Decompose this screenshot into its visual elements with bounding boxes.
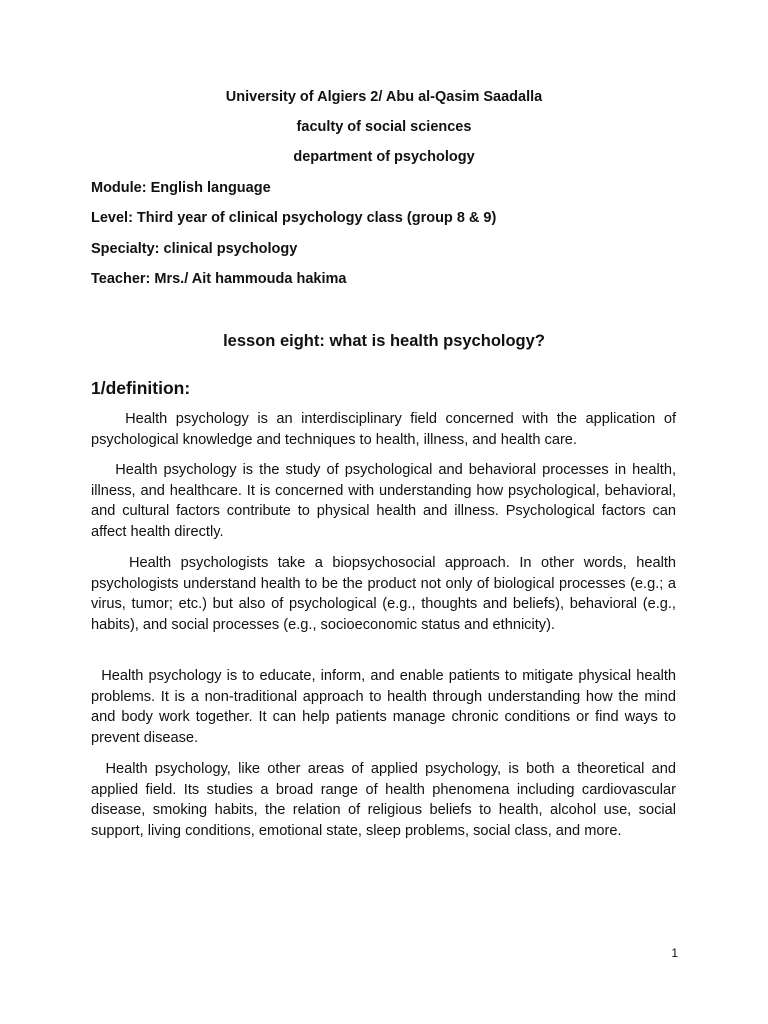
module-line: Module: English language [91, 180, 271, 196]
paragraph-1: Health psychology is an interdisciplinary field concerned with the application of psychological knowledge and techniques to health, illness, and health care. [91, 411, 676, 448]
lesson-title: lesson eight: what is health psychology? [223, 332, 545, 350]
teacher-line: Teacher: Mrs./ Ait hammouda hakima [91, 271, 347, 287]
paragraph-5: Health psychology, like other areas of applied psychology, is both a theoretical and applied field. Its studies a broad range of health phenomena including cardiovascular disease, smoking habits, the relation of religious beliefs to health, alcohol use, social support, living conditions, emotional state, sleep problems, social class, and more. [91, 761, 676, 840]
page-number: 1 [671, 946, 678, 960]
paragraph-3: Health psychologists take a biopsychosocial approach. In other words, health psychologists understand health to be the product not only of biological processes (e.g.; a virus, tumor; etc.) but also of psychological (e.g., thoughts and beliefs), behavioral (e.g., habits), and social processes (e.g., socioeconomic status and ethnicity). [91, 555, 676, 634]
specialty-line: Specialty: clinical psychology [91, 241, 298, 257]
section-heading: 1/definition: [91, 378, 191, 398]
university-name: University of Algiers 2/ Abu al-Qasim Saadalla [225, 89, 543, 105]
paragraph-2: Health psychology is the study of psychological and behavioral processes in health, illness, and healthcare. It is concerned with understanding how psychological, behavioral, and cultural factors contribute to physical health and illness. Psychological factors can affect health directly. [91, 462, 676, 541]
department-name: department of psychology [293, 149, 475, 165]
faculty-name: faculty of social sciences [296, 119, 472, 135]
level-line: Level: Third year of clinical psychology class (group 8 & 9) [91, 210, 497, 226]
paragraph-4: Health psychology is to educate, inform, and enable patients to mitigate physical health problems. It is a non-traditional approach to health through understanding how the mind and body work together. It can help patients manage chronic conditions or find ways to prevent disease. [91, 668, 676, 747]
